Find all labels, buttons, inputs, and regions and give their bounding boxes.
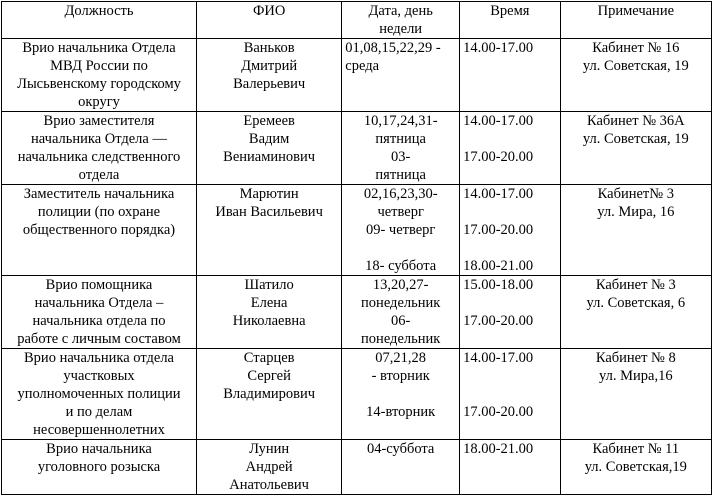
date-gap bbox=[345, 239, 456, 257]
time-line: 14.00-17.00 bbox=[463, 186, 534, 202]
time-line: 14.00-17.00 bbox=[463, 113, 534, 129]
cell-time bbox=[460, 39, 561, 112]
header-name bbox=[197, 2, 342, 39]
time-line: 14.00-17.00 bbox=[463, 40, 534, 56]
note-line: ул. Советская,19 bbox=[584, 459, 687, 475]
note-line: Кабинет № 11 bbox=[592, 441, 680, 457]
name-line: Марютин bbox=[239, 186, 299, 202]
table-row bbox=[2, 39, 712, 112]
schedule-table bbox=[1, 1, 712, 495]
note-line: Кабинет № 3 bbox=[595, 277, 676, 293]
header-time bbox=[460, 2, 561, 39]
position-line: работе с личным составом bbox=[17, 331, 181, 347]
cell-date bbox=[342, 440, 460, 495]
position-line: начальника отдела по bbox=[32, 313, 166, 329]
name-line: Старцев bbox=[243, 350, 295, 366]
time-gap bbox=[463, 203, 557, 221]
cell-note bbox=[560, 39, 711, 112]
note-line: ул. Мира, 16 bbox=[597, 204, 675, 220]
cell-note bbox=[560, 185, 711, 276]
time-line: 18.00-21.00 bbox=[463, 258, 534, 274]
date-line: понедельник bbox=[361, 295, 441, 311]
note-line: ул. Советская, 19 bbox=[582, 58, 689, 74]
position-line: общественного порядка) bbox=[22, 222, 176, 238]
header-position bbox=[2, 2, 197, 39]
name-line: Вадим bbox=[248, 131, 290, 147]
table-row bbox=[2, 276, 712, 349]
note-line: ул. Мира,16 bbox=[599, 368, 673, 384]
note-line: Кабинет № 8 bbox=[595, 350, 676, 366]
name-line: Иван Васильевич bbox=[215, 204, 323, 220]
name-line: Лунин bbox=[249, 441, 290, 457]
cell-note bbox=[560, 112, 711, 185]
date-line: 06- bbox=[391, 313, 411, 329]
table-row bbox=[2, 112, 712, 185]
date-line: 09- четверг bbox=[365, 222, 436, 238]
cell-position bbox=[2, 39, 197, 112]
header-note-text: Примечание bbox=[597, 3, 675, 19]
cell-time bbox=[460, 349, 561, 440]
header-name-text: ФИО bbox=[252, 3, 286, 19]
position-line: Врио помощника bbox=[45, 277, 153, 293]
time-line: 15.00-18.00 bbox=[463, 277, 534, 293]
date-line: понедельник bbox=[361, 331, 441, 347]
cell-note bbox=[560, 349, 711, 440]
name-line: Сергей bbox=[247, 368, 291, 384]
time-line: 17.00-20.00 bbox=[463, 149, 534, 165]
note-line: Кабинет№ 3 bbox=[597, 186, 674, 202]
position-line: округу bbox=[78, 94, 120, 110]
name-line: Вениаминович bbox=[223, 149, 316, 165]
position-line: начальника Отдела — bbox=[31, 131, 167, 147]
position-line: МВД России по bbox=[50, 58, 148, 74]
position-line: Врио начальника bbox=[46, 441, 152, 457]
date-line: пятница bbox=[375, 131, 426, 147]
position-line: Лысьвенскому городскому bbox=[17, 76, 181, 92]
position-line: отдела bbox=[78, 167, 120, 183]
cell-name bbox=[197, 112, 342, 185]
position-line: полиции (по охране bbox=[37, 204, 161, 220]
cell-time bbox=[460, 185, 561, 276]
name-line: Анатольевич bbox=[229, 477, 309, 493]
position-line: Врио начальника отдела bbox=[24, 350, 174, 366]
time-line: 17.00-20.00 bbox=[463, 222, 534, 238]
cell-note bbox=[560, 440, 711, 495]
position-line: несовершеннолетних bbox=[33, 422, 165, 438]
date-gap bbox=[345, 385, 456, 403]
cell-name bbox=[197, 440, 342, 495]
cell-date bbox=[342, 112, 460, 185]
cell-name bbox=[197, 276, 342, 349]
name-line: Владимирович bbox=[223, 386, 316, 402]
table-row bbox=[2, 349, 712, 440]
note-line: ул. Советская, 19 bbox=[582, 131, 689, 147]
date-line: 14-вторник bbox=[366, 404, 436, 420]
cell-date bbox=[342, 349, 460, 440]
cell-name bbox=[197, 39, 342, 112]
position-line: начальника следственного bbox=[17, 149, 181, 165]
time-gap bbox=[463, 239, 557, 257]
cell-date bbox=[342, 276, 460, 349]
date-line: 13,20,27- bbox=[372, 277, 429, 293]
table-row bbox=[2, 440, 712, 495]
header-note bbox=[560, 2, 711, 39]
date-line: - вторник bbox=[371, 368, 430, 384]
table-row bbox=[2, 185, 712, 276]
time-gap bbox=[463, 367, 557, 385]
header-date bbox=[342, 2, 460, 39]
header-row bbox=[2, 2, 712, 39]
name-line: Николаевна bbox=[232, 313, 306, 329]
time-line: 17.00-20.00 bbox=[463, 404, 534, 420]
date-line: среда bbox=[345, 58, 380, 74]
cell-date bbox=[342, 39, 460, 112]
date-line: 10,17,24,31- bbox=[363, 113, 438, 129]
position-line: Заместитель начальника bbox=[23, 186, 175, 202]
cell-name bbox=[197, 349, 342, 440]
name-line: Ваньков bbox=[243, 40, 295, 56]
time-gap bbox=[463, 130, 557, 148]
note-line: Кабинет № 16 bbox=[592, 40, 680, 56]
date-line: 01,08,15,22,29 - bbox=[345, 40, 441, 56]
date-line: пятница bbox=[375, 167, 426, 183]
cell-name bbox=[197, 185, 342, 276]
cell-time bbox=[460, 440, 561, 495]
position-line: уголовного розыска bbox=[37, 459, 161, 475]
cell-time bbox=[460, 276, 561, 349]
position-line: Врио заместителя bbox=[43, 113, 155, 129]
name-line: Елена bbox=[250, 295, 288, 311]
position-line: уполномоченных полиции bbox=[17, 386, 181, 402]
name-line: Еремеев bbox=[243, 113, 295, 129]
header-date-text: Дата, день bbox=[368, 3, 433, 19]
position-line: и по делам bbox=[65, 404, 133, 420]
cell-note bbox=[560, 276, 711, 349]
cell-time bbox=[460, 112, 561, 185]
time-gap bbox=[463, 294, 557, 312]
position-line: участковых bbox=[63, 368, 135, 384]
position-line: Врио начальника Отдела bbox=[22, 40, 176, 56]
note-line: ул. Советская, 6 bbox=[586, 295, 686, 311]
cell-position bbox=[2, 112, 197, 185]
header-time-text: Время bbox=[490, 3, 530, 19]
name-line: Дмитрий bbox=[241, 58, 298, 74]
name-line: Валерьевич bbox=[233, 76, 306, 92]
time-gap bbox=[463, 385, 557, 403]
position-line: начальника Отдела – bbox=[34, 295, 164, 311]
name-line: Шатило bbox=[244, 277, 294, 293]
date-line: 18- суббота bbox=[365, 258, 437, 274]
header-position-text: Должность bbox=[64, 3, 134, 19]
date-line: четверг bbox=[377, 204, 424, 220]
note-line: Кабинет № 36А bbox=[586, 113, 685, 129]
cell-position bbox=[2, 349, 197, 440]
cell-position bbox=[2, 276, 197, 349]
time-line: 17.00-20.00 bbox=[463, 313, 534, 329]
cell-position bbox=[2, 440, 197, 495]
name-line: Андрей bbox=[245, 459, 293, 475]
cell-date bbox=[342, 185, 460, 276]
date-line: 04-суббота bbox=[366, 441, 435, 457]
time-line: 18.00-21.00 bbox=[463, 441, 534, 457]
date-line: 02,16,23,30- bbox=[363, 186, 438, 202]
cell-position bbox=[2, 185, 197, 276]
header-date-text: недели bbox=[379, 21, 423, 37]
time-line: 14.00-17.00 bbox=[463, 350, 534, 366]
date-line: 07,21,28 bbox=[375, 350, 427, 366]
date-line: 03- bbox=[391, 149, 411, 165]
